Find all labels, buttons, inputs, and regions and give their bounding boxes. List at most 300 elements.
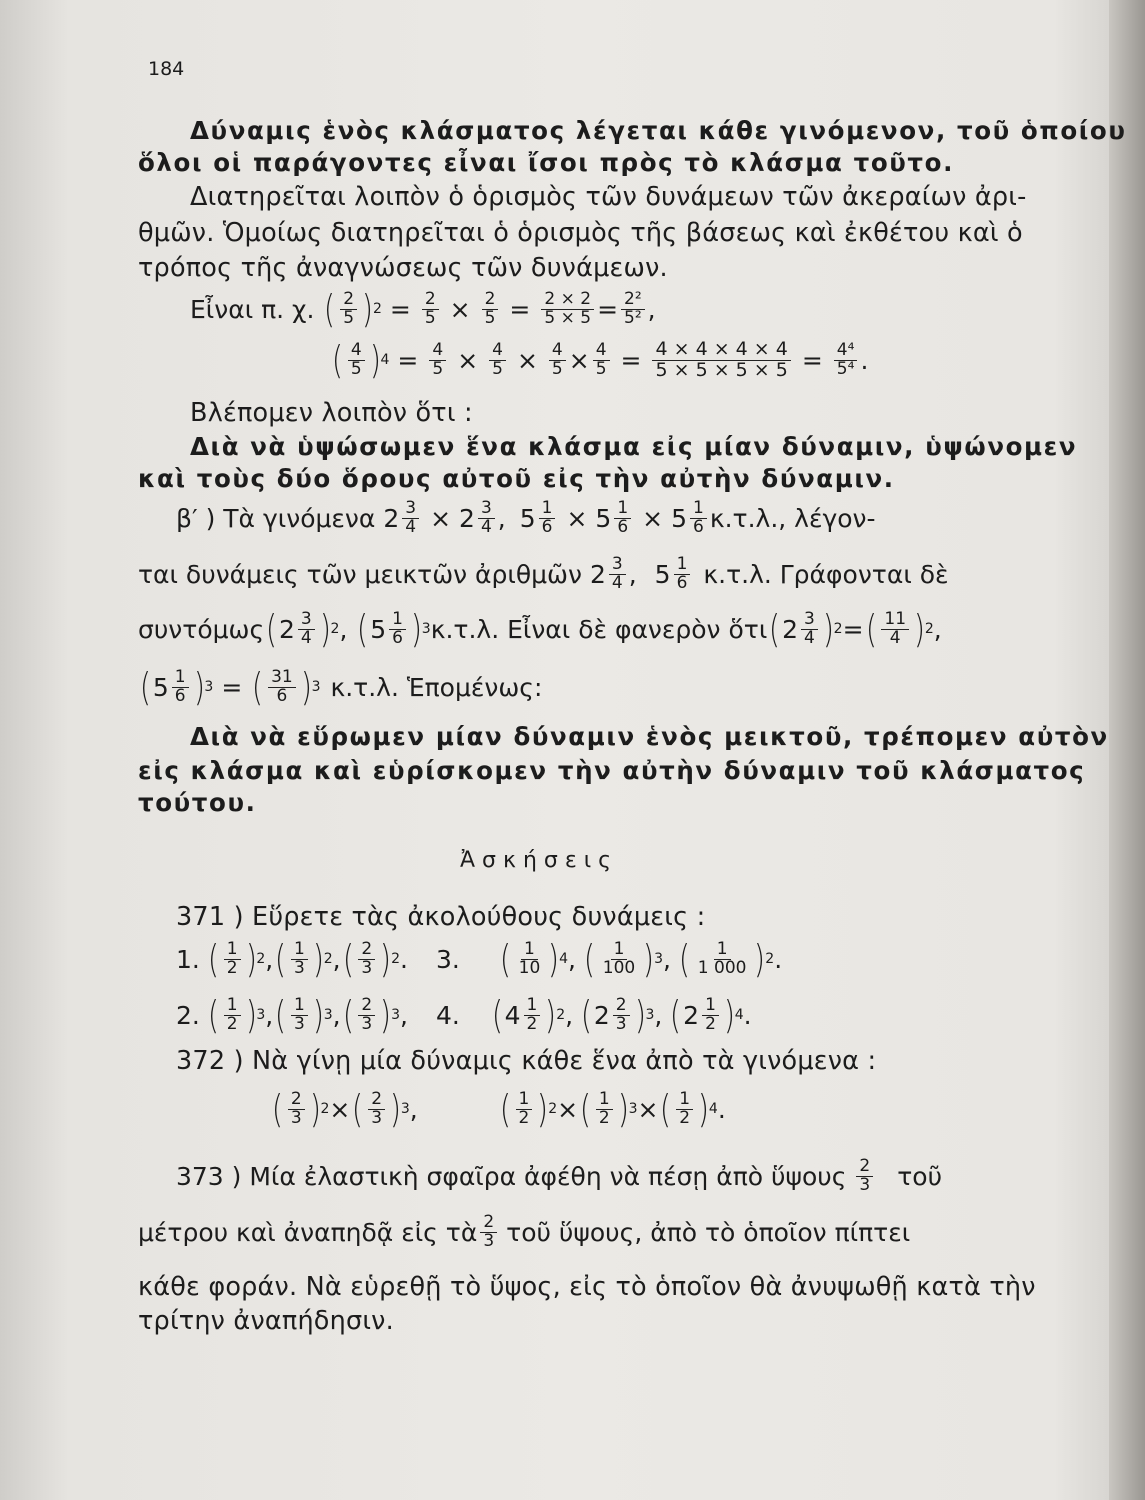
math-text: 5 (370, 614, 387, 644)
fraction-numerator: 2 × 2 (541, 291, 594, 310)
fraction-numerator: 1 (596, 1091, 613, 1110)
exercise-371-title: 371 ) Εὕρετε τὰς ἀκολούθους δυνάμεις : (176, 902, 706, 932)
fraction-numerator: 1 (524, 997, 541, 1016)
exponent: 2 (548, 1101, 558, 1117)
parenthesis: ) (193, 665, 205, 709)
fraction-denominator: 4 (300, 627, 312, 648)
fraction-denominator: 3 (483, 1230, 495, 1251)
fraction-numerator: 4 (593, 342, 610, 361)
fraction-numerator: 1 (224, 997, 241, 1016)
fraction-denominator: 2 (598, 1107, 610, 1128)
exponent: 3 (400, 1101, 410, 1117)
parenthesis: ( (271, 1087, 283, 1131)
parenthesis: ) (389, 1087, 401, 1131)
exponent: 2 (372, 301, 382, 317)
math-text: 2 (589, 559, 606, 589)
math-text: 2 (459, 503, 475, 533)
fraction-numerator: 2 (422, 291, 439, 310)
exercise-371-row-1 (176, 937, 783, 981)
parenthesis: ( (207, 993, 219, 1037)
fraction-numerator: 2 (856, 1158, 873, 1177)
fraction-numerator: 1 (611, 941, 628, 960)
math-text: , (933, 614, 942, 644)
fraction (596, 1088, 613, 1128)
math-text: = (620, 345, 642, 375)
parenthesis: ( (275, 937, 287, 981)
fraction (539, 500, 556, 537)
fraction (224, 994, 241, 1034)
math-text: , (332, 1000, 341, 1030)
math-text: × (557, 1094, 579, 1124)
fraction-numerator: 4 (429, 342, 446, 361)
fraction-denominator: 100 (602, 957, 636, 978)
fraction (298, 608, 315, 648)
parenthesis: ) (548, 937, 560, 981)
fraction-denominator: 5 (432, 358, 444, 379)
exponent: 4 (708, 1101, 718, 1117)
math-text: , (399, 1000, 408, 1030)
math-text: , (565, 1000, 574, 1030)
parenthesis: ) (697, 1087, 710, 1131)
fraction (516, 938, 544, 978)
parenthesis: ) (410, 607, 422, 651)
fraction (516, 1088, 533, 1128)
definition-line-1: Δύναμις ἑνὸς κλάσματος λέγεται κάθε γινόμενον, τοῦ ὁποίου (190, 116, 1127, 145)
math-text: × (566, 503, 588, 533)
parenthesis: ) (643, 937, 655, 981)
fraction-numerator: 4⁴ (834, 342, 858, 361)
fraction (291, 994, 308, 1034)
math-text: 1. (176, 944, 200, 974)
math-text: β′ ) Τὰ γινόμενα (176, 503, 376, 533)
math-text: τοῦ ὕψους, ἀπὸ τὸ ὁποῖον πίπτει (506, 1217, 911, 1247)
example-intro: Εἶναι π. χ. (190, 294, 315, 324)
exponent: 3 (421, 621, 431, 637)
fraction-numerator: 1 (389, 611, 406, 630)
fraction-denominator: 5 (343, 307, 355, 328)
beta-line-1 (176, 500, 876, 537)
fraction-numerator: 1 (614, 500, 631, 519)
parenthesis: ( (207, 937, 219, 981)
exercise-373-line-3: κάθε φοράν. Νὰ εὑρεθῇ τὸ ὕψος, εἰς τὸ ὁποῖον θὰ ἀνυψωθῇ κατὰ τὴν (138, 1272, 1036, 1302)
fraction-denominator: 6 (541, 516, 553, 537)
fraction (268, 666, 296, 706)
fraction-denominator: 4 (480, 516, 492, 537)
math-text: τοῦ (897, 1161, 943, 1191)
fraction-numerator: 2² (621, 291, 645, 310)
parenthesis: ) (361, 287, 374, 331)
fraction-numerator: 4 (489, 342, 506, 361)
fraction-denominator: 5⁴ (836, 358, 855, 379)
math-text: ται δυνάμεις τῶν μεικτῶν ἀριθμῶν (138, 559, 582, 589)
parenthesis: ( (265, 607, 278, 651)
fraction-denominator: 5 (595, 358, 607, 379)
fraction-numerator: 1 (224, 941, 241, 960)
fraction-denominator: 3 (371, 1107, 383, 1128)
parenthesis: ) (634, 993, 646, 1037)
math-text: 373 ) Μία ἐλαστικὴ σφαῖρα ἀφέθη νὰ πέσῃ ἀπὸ ὕψους (176, 1161, 847, 1191)
parenthesis: ) (545, 993, 557, 1037)
math-text: μέτρου καὶ ἀναπηδᾷ εἰς τὰ (138, 1217, 478, 1247)
exponent: 3 (323, 1007, 333, 1023)
fraction-denominator: 5 × 5 × 5 × 5 (655, 358, 788, 381)
math-text: = (801, 345, 823, 375)
exponent: 3 (311, 679, 321, 695)
parenthesis: ( (865, 607, 877, 651)
parenthesis: ( (499, 937, 511, 981)
fraction-numerator: 3 (402, 500, 419, 519)
fraction-denominator: 3 (294, 1013, 305, 1034)
exponent: 2 (924, 621, 934, 637)
page-edge (1109, 0, 1145, 1500)
parenthesis: ( (342, 937, 354, 981)
fraction-numerator: 1 (702, 997, 719, 1016)
fraction (291, 938, 308, 978)
math-text: 5 (654, 559, 671, 589)
fraction-numerator: 1 (516, 1091, 533, 1110)
exercise-371-row-2 (176, 993, 752, 1037)
fraction-denominator: 2 (526, 1013, 538, 1034)
fraction-numerator: 3 (298, 611, 315, 630)
exponent: 4 (559, 951, 569, 967)
fraction (524, 994, 541, 1034)
fraction-denominator: 2 (679, 1107, 691, 1128)
parenthesis: ( (352, 1087, 364, 1131)
fraction-denominator: 4 (405, 516, 417, 537)
exponent: 4 (734, 1007, 744, 1023)
fraction-numerator: 1 (674, 556, 691, 575)
math-text: συντόμως (138, 614, 265, 644)
parenthesis: ) (245, 937, 257, 981)
fraction (224, 938, 241, 978)
fraction-numerator: 2 (358, 997, 375, 1016)
fraction (676, 1088, 693, 1128)
exponent: 2 (323, 951, 333, 967)
fraction-numerator: 2 (480, 1214, 497, 1233)
fraction (609, 556, 626, 593)
math-text: , (628, 559, 637, 589)
math-text: × (516, 345, 538, 375)
parenthesis: ( (583, 937, 595, 981)
parenthesis: ) (617, 1087, 629, 1131)
exponent: 3 (628, 1101, 638, 1117)
math-text: 2 (593, 1000, 610, 1030)
fraction (368, 1088, 385, 1128)
fraction (834, 342, 858, 379)
math-text: . (717, 1094, 726, 1124)
math-text: = (397, 345, 419, 375)
math-text: 4 (504, 1000, 521, 1030)
parenthesis: ) (309, 1087, 321, 1131)
fraction-numerator: 2 (613, 997, 630, 1016)
fraction (674, 556, 691, 593)
math-text: , (654, 1000, 663, 1030)
fraction-numerator: 1 (172, 669, 189, 688)
fraction-denominator: 6 (676, 572, 688, 593)
fraction-denominator: 6 (617, 516, 629, 537)
parenthesis: ) (312, 993, 324, 1037)
fraction-denominator: 2 (226, 1013, 238, 1034)
rule-1-line-2: καὶ τοὺς δύο ὅρους αὐτοῦ εἰς τὴν αὐτὴν δύναμιν. (138, 464, 895, 493)
fraction-denominator: 1 000 (697, 957, 747, 978)
math-text: × (430, 503, 452, 533)
math-text: 4. (435, 1000, 460, 1030)
parenthesis: ) (380, 993, 392, 1037)
math-text: = (221, 672, 243, 702)
parenthesis: ( (357, 607, 369, 651)
fraction (702, 994, 719, 1034)
example-equation-2 (330, 340, 868, 381)
definition-line-2: ὅλοι οἱ παράγοντες εἶναι ἴσοι πρὸς τὸ κλάσμα τοῦτο. (138, 148, 954, 177)
parenthesis: ) (822, 607, 834, 651)
fraction (402, 500, 419, 537)
fraction-denominator: 4 (611, 572, 623, 593)
parenthesis: ( (670, 993, 682, 1037)
parenthesis: ) (723, 993, 735, 1037)
exponent: 2 (765, 951, 775, 967)
math-text: × (457, 345, 479, 375)
math-text: 2 (782, 614, 799, 644)
fraction-denominator: 4 (889, 627, 901, 648)
fraction-denominator: 3 (615, 1013, 627, 1034)
fraction (358, 994, 375, 1034)
fraction-numerator: 31 (268, 669, 296, 688)
math-text: , (339, 614, 348, 644)
parenthesis: ) (913, 607, 925, 651)
math-text: , (265, 944, 274, 974)
parenthesis: ( (579, 1087, 592, 1131)
exponent: 2 (256, 951, 266, 967)
fraction (482, 288, 499, 328)
exponent: 2 (833, 621, 843, 637)
exercise-372-title: 372 ) Νὰ γίνῃ μία δύναμις κάθε ἕνα ἀπὸ τὰ γινόμενα : (176, 1046, 877, 1076)
exponent: 2 (391, 951, 400, 967)
fraction (652, 340, 790, 381)
fraction-denominator: 3 (859, 1174, 871, 1195)
math-text: . (860, 345, 869, 375)
math-text: , (265, 1000, 274, 1030)
fraction (172, 666, 189, 706)
fraction-numerator: 2 (368, 1091, 385, 1110)
exponent: 2 (320, 1101, 330, 1117)
fraction-denominator: 4 (804, 627, 815, 648)
fraction-denominator: 3 (361, 957, 373, 978)
fraction-numerator: 1 (676, 1091, 693, 1110)
math-text: 5 (519, 503, 536, 533)
fraction-denominator: 2 (705, 1013, 716, 1034)
math-text: . (743, 1000, 752, 1030)
fraction-denominator: 6 (392, 627, 403, 648)
math-text: , (497, 503, 506, 533)
fraction (600, 938, 638, 978)
exercise-372-row (270, 1087, 726, 1131)
exponent: 3 (204, 679, 214, 695)
fraction-numerator: 3 (609, 556, 626, 575)
math-text: = (389, 294, 411, 324)
parenthesis: ) (245, 993, 257, 1037)
math-text: 2 (683, 1000, 700, 1030)
beta-line-2 (138, 556, 949, 593)
see-text: Βλέπομεν λοιπὸν ὅτι : (190, 398, 473, 428)
exponent: 3 (391, 1007, 400, 1023)
fraction (478, 500, 495, 537)
parenthesis: ( (678, 937, 690, 981)
math-text: 2. (176, 1000, 200, 1030)
exercise-373-line-4: τρίτην ἀναπήδησιν. (138, 1306, 394, 1336)
math-text: . (399, 944, 408, 974)
fraction (881, 608, 909, 648)
parenthesis: ( (499, 1087, 511, 1131)
exercise-373-line-1 (176, 1158, 942, 1195)
fraction-denominator: 10 (518, 957, 541, 978)
fraction-numerator: 4 (549, 342, 566, 361)
page-number: 184 (148, 58, 185, 80)
parenthesis: ( (580, 993, 593, 1037)
math-text: = (842, 614, 864, 644)
fraction-denominator: 5 (492, 358, 503, 379)
parenthesis: ) (300, 665, 312, 709)
parenthesis: ( (324, 287, 336, 331)
fraction-numerator: 4 (348, 342, 365, 361)
fraction (613, 994, 630, 1034)
parenthesis: ( (660, 1087, 672, 1131)
math-text: = (597, 294, 619, 324)
fraction-numerator: 1 (539, 500, 556, 519)
fraction (690, 500, 707, 537)
math-text: 3. (435, 944, 460, 974)
paragraph-line-1: Διατηρεῖται λοιπὸν ὁ ὁρισμὸς τῶν δυνάμεων τῶν ἀκεραίων ἀρι- (190, 182, 1027, 212)
math-text: × (449, 294, 471, 324)
fraction-numerator: 11 (881, 611, 909, 630)
parenthesis: ( (491, 993, 503, 1037)
fraction-numerator: 2 (288, 1091, 305, 1110)
fraction-denominator: 5 (484, 307, 496, 328)
fraction-numerator: 1 (291, 997, 308, 1016)
fraction (801, 608, 818, 648)
beta-line-4 (138, 665, 543, 709)
fraction (856, 1158, 873, 1195)
fraction (549, 342, 566, 379)
fraction-denominator: 5 (424, 307, 436, 328)
math-text: 2 (278, 614, 295, 644)
parenthesis: ) (369, 338, 381, 383)
parenthesis: ( (252, 665, 264, 709)
fraction (422, 288, 439, 328)
fraction (288, 1088, 305, 1128)
fraction-numerator: 1 (690, 500, 707, 519)
fraction (489, 342, 506, 379)
fraction (621, 288, 645, 328)
math-text: 5 (595, 503, 612, 533)
fraction-denominator: 5 (350, 358, 362, 379)
parenthesis: ( (275, 993, 287, 1037)
parenthesis: ) (312, 937, 324, 981)
fraction-denominator: 5 × 5 (544, 307, 592, 328)
fraction-numerator: 4 × 4 × 4 × 4 (652, 340, 790, 361)
math-text: κ.τ.λ. Γράφονται δὲ (703, 559, 949, 589)
example-equation-1 (190, 287, 656, 331)
math-text: × (329, 1094, 351, 1124)
fraction (340, 288, 357, 328)
fraction (358, 938, 375, 978)
fraction-denominator: 3 (294, 957, 305, 978)
parenthesis: ) (754, 937, 766, 981)
exercises-heading: Ἀσκήσεις (460, 848, 619, 873)
exercise-373-line-2 (138, 1214, 910, 1251)
math-text: 5 (152, 672, 169, 702)
fraction-numerator: 1 (521, 941, 538, 960)
math-text: 2 (383, 503, 400, 533)
math-text: , (568, 944, 576, 974)
fraction-denominator: 6 (693, 516, 704, 537)
fraction-denominator: 3 (361, 1013, 373, 1034)
exponent: 3 (256, 1007, 266, 1023)
fraction (348, 342, 365, 379)
fraction-denominator: 2 (518, 1107, 530, 1128)
fraction-denominator: 5 (551, 358, 563, 379)
fraction-numerator: 2 (358, 941, 375, 960)
parenthesis: ( (342, 993, 354, 1037)
math-text: × (637, 1094, 659, 1124)
fraction (480, 1214, 497, 1251)
fraction-numerator: 1 (291, 941, 308, 960)
math-text: κ.τ.λ. Ἑπομένως: (330, 672, 543, 702)
math-text: , (647, 294, 656, 324)
fraction (695, 938, 750, 978)
fraction-denominator: 2 (226, 957, 238, 978)
fraction-numerator: 3 (801, 611, 818, 630)
fraction-denominator: 6 (276, 685, 288, 706)
fraction (593, 342, 610, 379)
fraction (389, 608, 406, 648)
exponent: 2 (330, 621, 340, 637)
fraction-numerator: 1 (714, 941, 731, 960)
exponent: 3 (645, 1007, 655, 1023)
parenthesis: ( (769, 607, 781, 651)
math-text: 5 (671, 503, 688, 533)
parenthesis: ) (380, 937, 392, 981)
exponent: 3 (654, 951, 663, 967)
math-text: , (332, 944, 341, 974)
parenthesis: ) (319, 607, 331, 651)
fraction-numerator: 3 (478, 500, 495, 519)
rule-2-line-3: τούτου. (138, 788, 257, 817)
math-text: κ.τ.λ., λέγον- (709, 503, 876, 533)
exponent: 2 (556, 1007, 566, 1023)
fraction-denominator: 5² (624, 307, 642, 328)
fraction-numerator: 2 (340, 291, 357, 310)
paragraph-line-3: τρόπος τῆς ἀναγνώσεως τῶν δυνάμεων. (138, 253, 668, 283)
math-text: × (568, 345, 590, 375)
exponent: 4 (380, 352, 390, 369)
rule-2-line-2: εἰς κλάσμα καὶ εὑρίσκομεν τὴν αὐτὴν δύναμιν τοῦ κλάσματος (138, 756, 1086, 785)
fraction (429, 342, 446, 379)
math-text: , (663, 944, 671, 974)
fraction (541, 288, 594, 328)
rule-2-line-1: Διὰ νὰ εὕρωμεν μίαν δύναμιν ἑνὸς μεικτοῦ, τρέπομεν αὐτὸν (190, 722, 1109, 751)
fraction (614, 500, 631, 537)
beta-line-3 (138, 607, 942, 651)
math-text: = (509, 294, 531, 324)
parenthesis: ( (139, 665, 151, 709)
parenthesis: ) (537, 1087, 549, 1131)
math-text: × (642, 503, 664, 533)
rule-1-line-1: Διὰ νὰ ὑψώσωμεν ἕνα κλάσμα εἰς μίαν δύναμιν, ὑψώνομεν (190, 432, 1078, 461)
fraction-denominator: 3 (290, 1107, 302, 1128)
parenthesis: ( (331, 338, 343, 383)
math-text: κ.τ.λ. Εἶναι δὲ φανερὸν ὅτι (430, 614, 768, 644)
math-text: , (409, 1094, 418, 1124)
